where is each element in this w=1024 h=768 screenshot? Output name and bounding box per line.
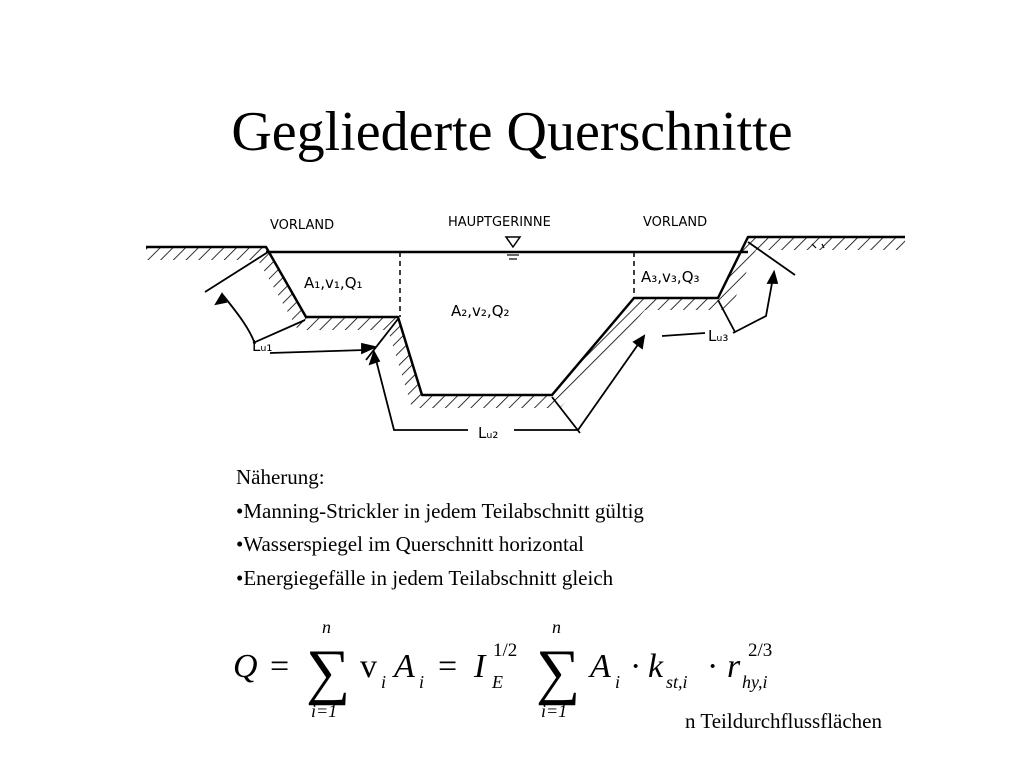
formula-Q: Q (233, 648, 258, 685)
formula-r-sup: 2/3 (748, 640, 773, 661)
label-perimeter-1: Lᵤ₁ (252, 337, 273, 355)
formula-A2-sub: i (615, 672, 621, 692)
formula-A2: A (590, 648, 611, 685)
formula-equals-2: = (438, 648, 458, 685)
slide-title: Gegliederte Querschnitte (231, 101, 793, 163)
label-perimeter-2: Lᵤ₂ (478, 424, 499, 442)
formula-A: A (394, 648, 415, 685)
formula-I: I (474, 648, 486, 685)
formula-I-sup: 1/2 (493, 640, 518, 661)
formula-k: k (648, 648, 664, 685)
label-right-floodplain: VORLAND (643, 215, 708, 230)
formula-I-sub: E (492, 672, 503, 692)
label-left-floodplain: VORLAND (270, 218, 335, 233)
notes-heading: Näherung: (236, 465, 325, 489)
formula-r: r (727, 648, 741, 685)
formula-sum-1-lower: i=1 (311, 701, 338, 721)
label-perimeter-3: Lᵤ₃ (708, 327, 729, 345)
formula-dot-1: · (630, 648, 642, 685)
note-item: •Wasserspiegel im Querschnitt horizontal (236, 532, 584, 556)
formula-sum-2-upper: n (552, 617, 561, 637)
formula-equals-1: = (270, 648, 290, 685)
label-section-1: A₁,v₁,Q₁ (304, 274, 363, 292)
formula-v-sub: i (381, 672, 387, 692)
formula-sum-2: ∑ (536, 638, 581, 706)
note-item: •Manning-Strickler in jedem Teilabschnitt gültig (236, 498, 644, 523)
formula-A-sub: i (419, 672, 425, 692)
formula-dot-2: · (707, 648, 719, 685)
formula-sum-1: ∑ (306, 638, 351, 706)
formula-k-sub: st,i (666, 672, 688, 692)
label-section-3: A₃,v₃,Q₃ (641, 268, 700, 286)
formula-v: v (360, 648, 377, 685)
label-main-channel: HAUPTGERINNE (448, 215, 551, 230)
formula-r-sub: hy,i (742, 672, 768, 692)
formula-sum-1-upper: n (322, 617, 331, 637)
note-item: •Energiegefälle in jedem Teilabschnitt gleich (236, 565, 614, 590)
footnote-subareas: n Teildurchflussflächen (685, 709, 882, 733)
label-section-2: A₂,v₂,Q₂ (451, 302, 510, 320)
formula-sum-2-lower: i=1 (541, 701, 568, 721)
